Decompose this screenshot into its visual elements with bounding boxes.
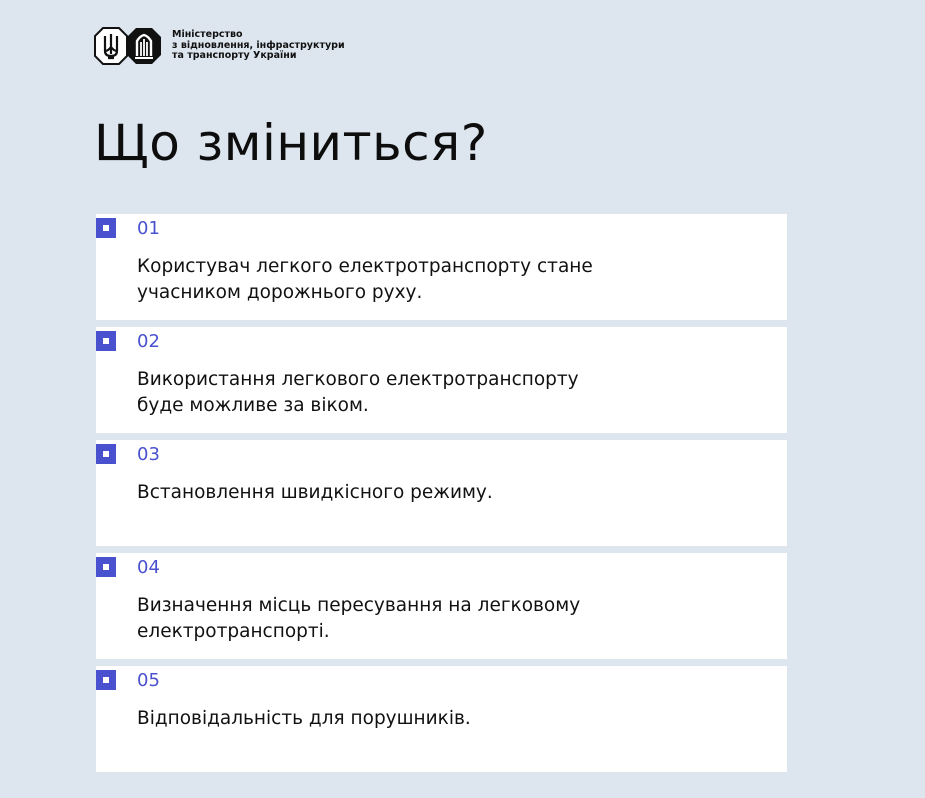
item-text bbox=[137, 254, 737, 306]
ministry-name-line: Міністерство bbox=[172, 29, 243, 41]
square-bullet-icon bbox=[96, 444, 116, 464]
trident-emblem-icon bbox=[94, 27, 128, 65]
item-text bbox=[137, 480, 737, 506]
ministry-logo bbox=[94, 27, 345, 65]
ministry-emblem-icon bbox=[126, 27, 162, 65]
list-item bbox=[96, 327, 787, 433]
item-text bbox=[137, 367, 737, 419]
square-bullet-icon bbox=[96, 557, 116, 577]
item-text-line: Користувач легкого електротранспорту стане bbox=[137, 256, 593, 277]
ministry-name-line: з відновлення, інфраструктури bbox=[172, 39, 345, 51]
list-item bbox=[96, 440, 787, 546]
ministry-name-line: та транспорту України bbox=[172, 50, 297, 62]
item-text bbox=[137, 593, 737, 645]
item-text bbox=[137, 706, 737, 732]
logo-emblems bbox=[94, 27, 162, 65]
item-number: 01 bbox=[137, 218, 160, 239]
page-title: Що зміниться? bbox=[94, 114, 488, 172]
item-text-line: електротранспорті. bbox=[137, 621, 330, 642]
item-text-line: Встановлення швидкісного режиму. bbox=[137, 482, 493, 503]
ministry-name bbox=[172, 30, 345, 62]
list-item bbox=[96, 214, 787, 320]
square-bullet-icon bbox=[96, 331, 116, 351]
item-text-line: Відповідальність для порушників. bbox=[137, 708, 471, 729]
square-bullet-icon bbox=[96, 670, 116, 690]
item-number: 05 bbox=[137, 670, 160, 691]
list-item bbox=[96, 553, 787, 659]
item-text-line: Використання легкового електротранспорту bbox=[137, 369, 579, 390]
item-number: 03 bbox=[137, 444, 160, 465]
item-number: 02 bbox=[137, 331, 160, 352]
item-number: 04 bbox=[137, 557, 160, 578]
list-item bbox=[96, 666, 787, 772]
changes-list bbox=[96, 214, 787, 779]
item-text-line: буде можливе за віком. bbox=[137, 395, 369, 416]
item-text-line: Визначення місць пересування на легковому bbox=[137, 595, 581, 616]
item-text-line: учасником дорожнього руху. bbox=[137, 282, 423, 303]
square-bullet-icon bbox=[96, 218, 116, 238]
